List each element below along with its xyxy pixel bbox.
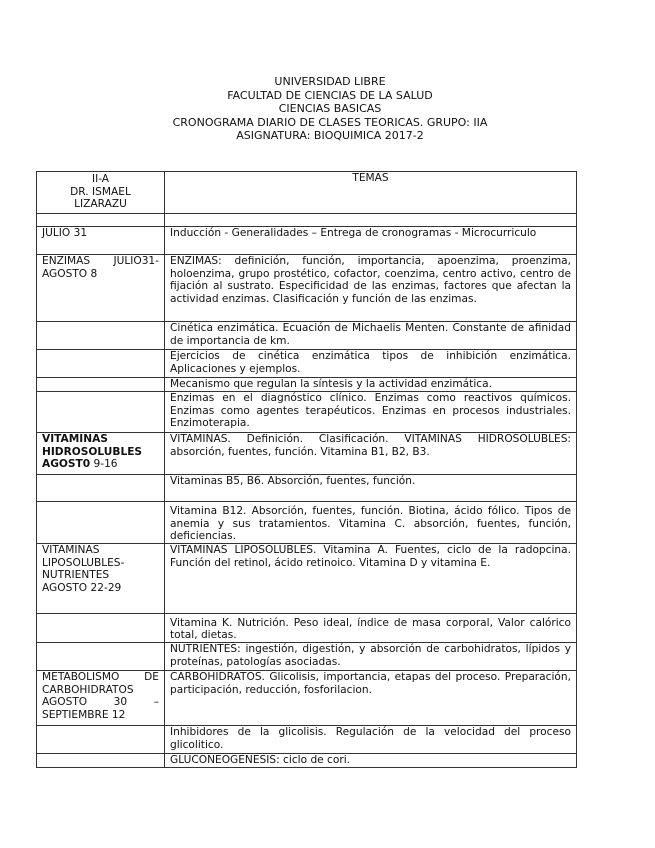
period-cell: VITAMINAS LIPOSOLUBLES- NUTRIENTES AGOSTO 22-29 — [37, 544, 165, 614]
period-cell — [37, 322, 165, 350]
group-professor-header: II-A DR. ISMAEL LIZARAZU — [37, 172, 165, 214]
topic-cell: NUTRIENTES: ingestión, digestión, y absorción de carbohidratos, lípidos y proteínas, patologías asociadas. — [165, 643, 577, 671]
table-row — [37, 502, 577, 544]
period-cell — [37, 643, 165, 671]
topic-cell: CARBOHIDRATOS. Glicolisis, importancia, etapas del proceso. Preparación, participación, reducción, fosforilacion. — [165, 671, 577, 726]
subject-line: ASIGNATURA: BIOQUIMICA 2017-2 — [236, 129, 424, 143]
document-header — [0, 75, 655, 143]
period-cell — [37, 475, 165, 502]
topic-cell: VITAMINAS. Definición. Clasificación. VITAMINAS HIDROSOLUBLES: absorción, fuentes, función. Vitamina B1, B2, B3. — [165, 433, 577, 475]
table-row — [37, 475, 577, 502]
table-row — [37, 433, 577, 475]
table-row — [37, 544, 577, 614]
faculty-name: FACULTAD DE CIENCIAS DE LA SALUD — [227, 88, 433, 102]
period-cell — [37, 378, 165, 392]
table-row — [37, 378, 577, 392]
topic-cell: GLUCONEOGENESIS: ciclo de cori. — [165, 754, 577, 768]
table-row — [37, 255, 577, 322]
topic-cell: Cinética enzimática. Ecuación de Michaelis Menten. Constante de afinidad de importancia de km. — [165, 322, 577, 350]
topic-cell: Inhibidores de la glicolisis. Regulación de la velocidad del proceso glicolitico. — [165, 726, 577, 754]
topic-cell: Vitaminas B5, B6. Absorción, fuentes, función. — [165, 475, 577, 502]
period-cell: ENZIMAS JULIO31- AGOSTO 8 — [37, 255, 165, 322]
topic-cell: ENZIMAS: definición, función, importancia, apoenzima, proenzima, holoenzima, grupo prostético, cofactor, coenzima, centro activo, centro de fijación al sustrato. Especificidad de las enzimas, factores que afectan la actividad enzimas. Clasificación y función de las enzimas. — [165, 255, 577, 322]
table-row — [37, 614, 577, 643]
period-cell: METABOLISMO DE CARBOHIDRATOS AGOSTO 30 – SEPTIEMBRE 12 — [37, 671, 165, 726]
period-cell: JULIO 31 — [37, 227, 165, 255]
period-bold-text: VITAMINAS HIDROSOLUBLES AGOST0 — [42, 433, 143, 471]
schedule-title: CRONOGRAMA DIARIO DE CLASES TEORICAS. GRUPO: IIA — [172, 115, 488, 129]
topic-cell: Mecanismo que regulan la síntesis y la actividad enzimática. — [165, 378, 577, 392]
topic-cell: Ejercicios de cinética enzimática tipos de inhibición enzimática. Aplicaciones y ejemplos. — [165, 350, 577, 378]
schedule-table — [36, 171, 577, 768]
period-cell — [37, 392, 165, 433]
topics-header: TEMAS — [165, 172, 577, 214]
topic-cell: Enzimas en el diagnóstico clínico. Enzimas como reactivos químicos. Enzimas como agentes terapéuticos. Enzimas en procesos industriales. Enzimoterapia. — [165, 392, 577, 433]
period-cell — [37, 350, 165, 378]
department-name: CIENCIAS BASICAS — [278, 102, 382, 116]
topic-cell: Inducción - Generalidades – Entrega de cronogramas - Microcurriculo — [165, 227, 577, 255]
table-row — [37, 350, 577, 378]
period-dates: 9-16 — [90, 458, 118, 471]
university-name: UNIVERSIDAD LIBRE — [274, 75, 386, 88]
table-row — [37, 322, 577, 350]
period-cell — [37, 726, 165, 754]
period-cell — [37, 502, 165, 544]
period-cell — [37, 614, 165, 643]
period-cell — [37, 433, 165, 475]
table-row — [37, 754, 577, 768]
table-row — [37, 392, 577, 433]
table-row — [37, 643, 577, 671]
table-header-row — [37, 172, 577, 214]
period-cell — [37, 754, 165, 768]
topic-cell: Vitamina K. Nutrición. Peso ideal, índice de masa corporal, Valor calórico total, dietas. — [165, 614, 577, 643]
topic-cell: Vitamina B12. Absorción, fuentes, función. Biotina, ácido fólico. Tipos de anemia y sus tratamientos. Vitamina C. absorción, fuentes, función, deficiencias. — [165, 502, 577, 544]
table-row — [37, 671, 577, 726]
table-row — [37, 726, 577, 754]
spacer-row — [37, 214, 577, 227]
topic-cell: VITAMINAS LIPOSOLUBLES. Vitamina A. Fuentes, ciclo de la radopcina. Función del retinol, ácido retinoico. Vitamina D y vitamina E. — [165, 544, 577, 614]
table-row — [37, 227, 577, 255]
